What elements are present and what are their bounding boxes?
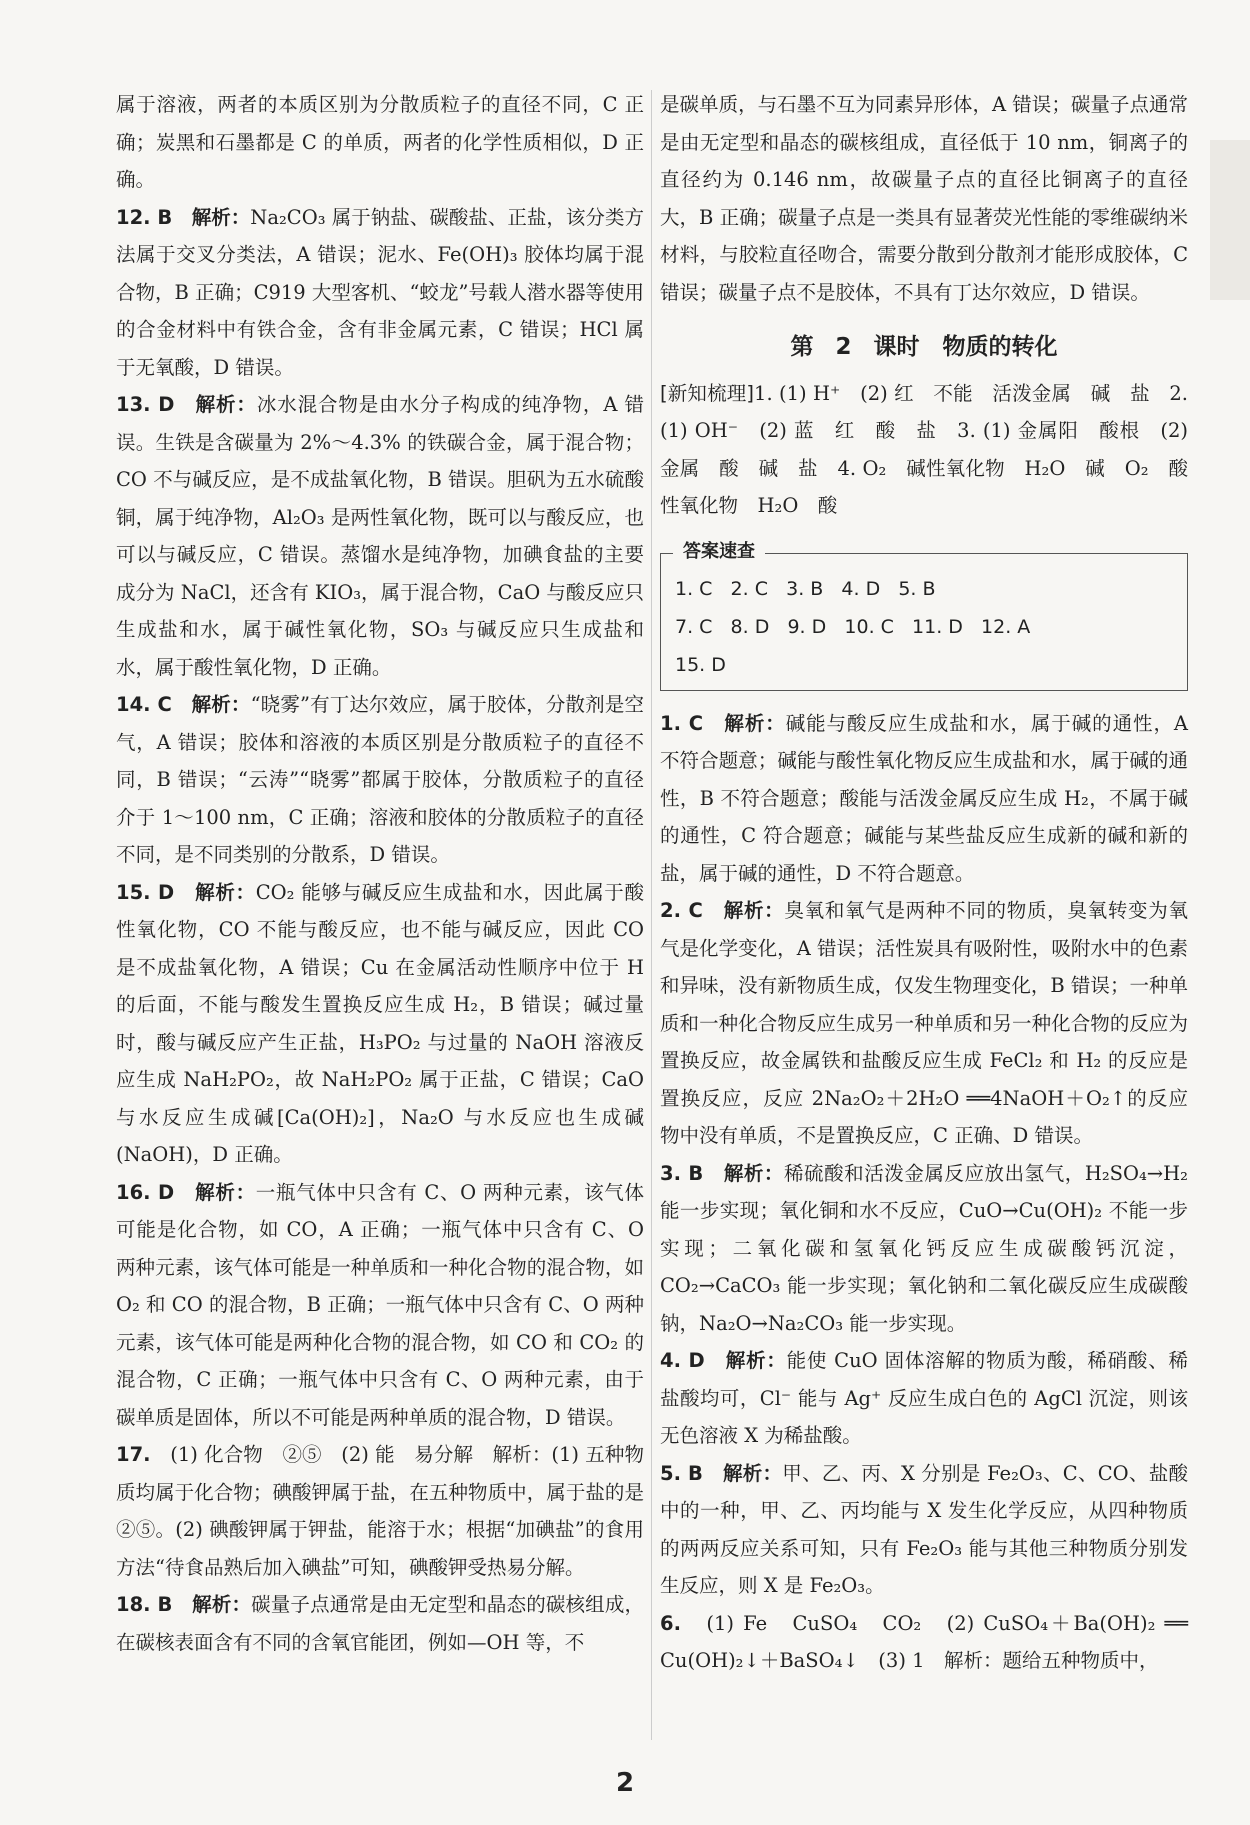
answer-4: 4. D 解析：能使 CuO 固体溶解的物质为酸，稀硝酸、稀盐酸均可，Cl⁻ 能与 Ag⁺ 反应生成白色的 AgCl 沉淀，则该无色溶液 X 为稀盐酸。: [660, 1349, 1188, 1447]
answer-1: 1. C 解析：碱能与酸反应生成盐和水，属于碱的通性，A 不符合题意；碱能与酸性氧化物反应生成盐和水，属于碱的通性，B 不符合题意；酸能与活泼金属反应生成 H₂，不属于碱的通性，C 符合题意；碱能与某些盐反应生成新的碱和新的盐，属于碱的通性，D 不符合题意。: [660, 711, 1188, 885]
answer-quick-check-box: [660, 540, 1188, 691]
paragraph: 属于溶液，两者的本质区别为分散质粒子的直径不同，C 正确；炭黑和石墨都是 C 的单质，两者的化学性质相似，D 正确。: [116, 93, 644, 191]
answer-2: 2. C 解析：臭氧和氧气是两种不同的物质，臭氧转变为氧气是化学变化，A 错误；活性炭具有吸附性，吸附水中的色素和异味，没有新物质生成，仅发生物理变化，B 错误；一种单质和一种化合物反应生成另一种单质和另一种化合物的反应为置换反应，故金属铁和盐酸反应生成 FeCl₂ 和 H₂ 的反应是置换反应，反应 2Na₂O₂＋2H₂O ══4NaOH＋O₂↑的反应物中没有单质，不是置换反应，C 正确、D 错误。: [660, 899, 1188, 1147]
column-divider: [651, 90, 652, 1740]
answer-12: 12. B 解析：Na₂CO₃ 属于钠盐、碳酸盐、正盐，该分类方法属于交叉分类法，A 错误；泥水、Fe(OH)₃ 胶体均属于混合物，B 正确；C919 大型客机、“蛟龙”号载人潜水器等使用的合金材料中有铁合金，含有非金属元素，C 错误；HCl 属于无氧酸，D 错误。: [116, 205, 644, 379]
answer-line: 1. C 2. C 3. B 4. D 5. B: [675, 577, 936, 600]
section-title: 第 2 课时 物质的转化: [790, 334, 1058, 360]
answer-6: 6. (1) Fe CuSO₄ CO₂ (2) CuSO₄＋Ba(OH)₂ ══ Cu(OH)₂↓＋BaSO₄↓ (3) 1 解析：题给五种物质中，: [660, 1611, 1188, 1672]
answer-13: 13. D 解析：冰水混合物是由水分子构成的纯净物，A 错误。生铁是含碳量为 2%～4.3% 的铁碳合金，属于混合物；CO 不与碱反应，是不成盐氧化物，B 错误。胆矾为五水硫酸铜，属于纯净物，Al₂O₃ 是两性氧化物，既可以与酸反应，也可以与碱反应，C 错误。蒸馏水是纯净物，加碘食盐的主要成分为 NaCl，还含有 KIO₃，属于混合物，CaO 与酸反应只生成盐和水，属于碱性氧化物，SO₃ 与碱反应只生成盐和水，属于酸性氧化物，D 正确。: [116, 393, 644, 679]
right-column: [660, 86, 1188, 1680]
answer-5: 5. B 解析：甲、乙、丙、X 分别是 Fe₂O₃、C、CO、盐酸中的一种，甲、乙、丙均能与 X 发生化学反应，从四种物质的两两反应关系可知，只有 Fe₂O₃ 能与其他三种物质分别发生反应，则 X 是 Fe₂O₃。: [660, 1461, 1188, 1597]
paragraph: 是碳单质，与石墨不互为同素异形体，A 错误；碳量子点通常是由无定型和晶态的碳核组成，直径低于 10 nm，铜离子的直径约为 0.146 nm，故碳量子点的直径比铜离子的直径大，B 正确；碳量子点是一类具有显著荧光性能的零维碳纳米材料，与胶粒直径吻合，需要分散到分散剂才能形成胶体，C 错误；碳量子点不是胶体，不具有丁达尔效应，D 错误。: [660, 93, 1188, 304]
answer-14: 14. C 解析：“晓雾”有丁达尔效应，属于胶体，分散剂是空气，A 错误；胶体和溶液的本质区别是分散质粒子的直径不同，B 错误；“云涛”“晓雾”都属于胶体，分散质粒子的直径介于 1～100 nm，C 正确；溶液和胶体的分散质粒子的直径不同，是不同类别的分散系，D 错误。: [116, 693, 644, 866]
answer-16: 16. D 解析：一瓶气体中只含有 C、O 两种元素，该气体可能是化合物，如 CO，A 正确；一瓶气体中只含有 C、O 两种元素，该气体可能是一种单质和一种化合物的混合物，如 O₂ 和 CO 的混合物，B 正确；一瓶气体中只含有 C、O 两种元素，该气体可能是两种化合物的混合物，如 CO 和 CO₂ 的混合物，C 正确；一瓶气体中只含有 C、O 两种元素，由于碳单质是固体，所以不可能是两种单质的混合物，D 错误。: [116, 1180, 644, 1429]
answer-line: 15. D: [675, 653, 726, 676]
page-number: 2: [615, 1768, 635, 1798]
answer-17: 17. (1) 化合物 ②⑤ (2) 能 易分解 解析：(1) 五种物质均属于化合物；碘酸钾属于盐，在五种物质中，属于盐的是②⑤。(2) 碘酸钾属于钾盐，能溶于水；根据“加碘盐”的食用方法“待食品熟后加入碘盐”可知，碘酸钾受热易分解。: [116, 1443, 644, 1579]
knowledge-review-tag: [新知梳理]: [660, 381, 755, 405]
page-edge-shadow: [1210, 140, 1250, 300]
answer-line: 7. C 8. D 9. D 10. C 11. D 12. A: [675, 615, 1031, 638]
knowledge-review: [新知梳理]1. (1) H⁺ (2) 红 不能 活泼金属 碱 盐 2. (1) OH⁻ (2) 蓝 红 酸 盐 3. (1) 金属阳 酸根 (2) 金属 酸 碱 盐 4. O₂ 碱性氧化物 H₂O 碱 O₂ 酸性氧化物 H₂O 酸: [660, 381, 1188, 517]
answer-box-title: 答案速查: [673, 539, 765, 565]
answer-15: 15. D 解析：CO₂ 能够与碱反应生成盐和水，因此属于酸性氧化物，CO 不能与酸反应，也不能与碱反应，因此 CO 是不成盐氧化物，A 错误；Cu 在金属活动性顺序中位于 H 的后面，不能与酸发生置换反应生成 H₂，B 错误；碱过量时，酸与碱反应产生正盐，H₃PO₂ 与过量的 NaOH 溶液反应生成 NaH₂PO₂，故 NaH₂PO₂ 属于正盐，C 错误；CaO 与水反应生成碱[Ca(OH)₂]，Na₂O 与水反应也生成碱(NaOH)，D 正确。: [116, 880, 644, 1166]
left-column: [116, 86, 644, 1661]
answer-3: 3. B 解析：稀硫酸和活泼金属反应放出氢气，H₂SO₄→H₂ 能一步实现；氧化铜和水不反应，CuO→Cu(OH)₂ 不能一步实现；二氧化碳和氢氧化钙反应生成碳酸钙沉淀，CO₂→CaCO₃ 能一步实现；氧化钠和二氧化碳反应生成碳酸钠，Na₂O→Na₂CO₃ 能一步实现。: [660, 1161, 1188, 1335]
answer-18: 18. B 解析：碳量子点通常是由无定型和晶态的碳核组成，在碳核表面含有不同的含氧官能团，例如—OH 等，不: [116, 1593, 644, 1654]
